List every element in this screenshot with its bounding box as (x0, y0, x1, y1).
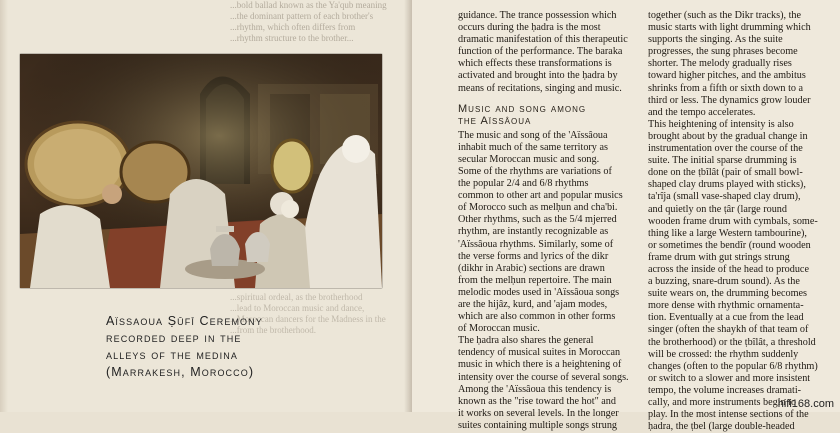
text-line: and quietly on the ṭâr (large round (648, 203, 787, 215)
text-column-right (648, 10, 824, 433)
text-line: Other rhythms, such as the 5/4 mjerred (458, 214, 617, 226)
text-line: from the melḥun repertoire. The main (458, 274, 612, 286)
text-line: suite. The initial sparse drumming is (648, 155, 797, 167)
text-line: shaped clay drums played with sticks), (648, 179, 806, 191)
ceremony-photo-illustration (20, 54, 382, 288)
caption-line: Aïssaoua Ṣūfī Ceremony (106, 314, 263, 328)
text-line: singer (often the shaykh of that team of (648, 324, 809, 336)
ceremony-photo (20, 54, 382, 288)
text-line: which are also common in other forms (458, 311, 616, 323)
text-line: suite wears on, the drumming becomes (648, 288, 808, 300)
text-line: of Moroccan music. (458, 323, 540, 335)
watermark: hifi168.com (777, 398, 834, 410)
caption-line: (Marrakesh, Morocco) (106, 365, 255, 379)
text-line: changes (often to the popular 6/8 rhythm) (648, 360, 818, 372)
text-line: means of recitations, singing and music. (458, 82, 622, 94)
text-line: will be crossed: the rhythm suddenly (648, 348, 799, 360)
text-line: 'Aïssâoua rhythms. Similarly, some of (458, 238, 614, 250)
text-line: done on the ṭbîlât (pair of small bowl- (648, 167, 803, 179)
body-paragraphs (458, 130, 634, 432)
body-paragraphs (648, 10, 824, 433)
bleed-through-text-top (230, 0, 400, 60)
text-line: thing like a large Western tambourine), (648, 227, 807, 239)
bleed-line: ...the dominant pattern of each brother's (230, 11, 374, 21)
text-line: The music and song of the 'Aïssâoua (458, 129, 608, 141)
intro-paragraph (458, 10, 634, 95)
text-line: secular Moroccan music and song. (458, 153, 600, 165)
text-line: This heightening of intensity is also (648, 118, 794, 130)
text-line: Among the 'Aïssâoua this tendency is (458, 383, 612, 395)
text-line: supports the singing. As the suite (648, 34, 783, 46)
text-line: together (such as the Dikr tracks), the (648, 10, 802, 21)
text-line: dramatic manifestation of this therapeutic (458, 34, 628, 46)
caption-line: alleys of the medina (106, 348, 238, 362)
text-line: progresses, the sung phrases become (648, 46, 798, 58)
text-line: it works on several levels. In the longer (458, 407, 619, 419)
bleed-line: ...rhythm structure to the brother... (230, 33, 354, 43)
text-line: are the hijâz, kurd, and 'ajam modes, (458, 298, 608, 310)
bleed-line: ...bold ballad known as the Ya'qub meaning (230, 0, 387, 10)
left-edge-shadow (0, 0, 8, 412)
text-line: a buzzing, snare-drum sound). As the (648, 276, 800, 288)
text-line: shorter. The melody gradually rises (648, 58, 792, 70)
text-line: music starts with light drumming which (648, 22, 811, 34)
text-line: music in which there is a heightening of (458, 359, 622, 371)
text-line: cally, and more instruments begin to (648, 397, 797, 408)
text-line: brought about by the gradual change in (648, 130, 808, 142)
text-line: common to other art and popular musics (458, 190, 623, 202)
bleed-line: ...spiritual ordeal, as the brotherhood (230, 292, 363, 302)
photo-caption (106, 313, 376, 381)
bleed-line: ...lead to Moroccan music and dance, (230, 303, 365, 313)
text-line: The ḥadra also shares the general (458, 335, 594, 347)
text-line: third or less. The dynamics grow louder (648, 94, 811, 106)
caption-line: recorded deep in the (106, 331, 242, 345)
text-line: guidance. The trance possession which (458, 10, 617, 21)
right-page (412, 0, 840, 433)
text-line: activated and brought into the ḥadra by (458, 70, 618, 82)
text-line: Some of the rhythms are variations of (458, 165, 612, 177)
text-line: ta'rîja (small vase-shaped clay drum), (648, 191, 801, 203)
text-line: function of the performance. The baraka (458, 46, 623, 58)
text-column-left (458, 10, 634, 432)
text-line: rhythm, are instantly recognizable as (458, 226, 609, 238)
text-line: instrumentation over the course of the (648, 143, 803, 155)
text-line: melodic modes used in 'Aïssâoua songs (458, 286, 620, 298)
text-line: ḥadra, the ṭbel (large double-headed (648, 421, 795, 433)
text-line: (dikhr in Arabic) sections are drawn (458, 262, 605, 274)
text-line: the popular 2/4 and 6/8 rhythms (458, 178, 589, 190)
text-line: toward higher pitches, and the ambitus (648, 70, 806, 82)
text-line: play. In the most intense sections of the (648, 409, 809, 421)
text-line: across the inside of the head to produce (648, 263, 809, 275)
text-line: the brotherhood) or the ṭbîlât, a threshold (648, 336, 816, 348)
text-line: tion. Eventually at a cue from the lead (648, 312, 804, 324)
text-line: shrinks from a fifth or sixth down to a (648, 82, 804, 94)
text-line: suites containing multiple songs strung (458, 419, 618, 431)
text-line: and the tempo accelerates. (648, 106, 756, 118)
bleed-line: ...rhythm, which often differs from (230, 22, 356, 32)
section-heading (458, 103, 634, 127)
heading-line: Music and song among (458, 102, 587, 115)
bleed-line: ...Moroccan dancers for the Madness in the (230, 314, 386, 324)
left-page (0, 0, 412, 412)
text-line: frame drum with gut strings strung (648, 251, 790, 263)
text-line: occurs during the ḥadra is the most (458, 22, 601, 34)
text-line: tendency of musical suites in Moroccan (458, 347, 621, 359)
text-line: more dense with rhythmic ornamenta- (648, 300, 804, 312)
text-line: known as the "rise toward the hot" and (458, 395, 616, 407)
text-line: wooden frame drum with cymbals, some- (648, 215, 818, 227)
heading-line: the Aïssâoua (458, 114, 532, 127)
bleed-line: ...from the brotherhood. (230, 325, 316, 335)
text-line: the verse forms and lyrics of the dikr (458, 250, 609, 262)
text-line: of Morocco such as melḥun and cha'bi. (458, 202, 618, 214)
text-line: which effects these transformations is (458, 58, 612, 70)
text-line: or sometimes the bendîr (round wooden (648, 239, 811, 251)
text-line: intensity over the course of several songs. (458, 371, 629, 383)
text-line: tempo, the volume increases dramati- (648, 384, 802, 396)
text-line: or switch to a slower and more insistent (648, 372, 811, 384)
text-line: inhabit much of the same territory as (458, 141, 608, 153)
